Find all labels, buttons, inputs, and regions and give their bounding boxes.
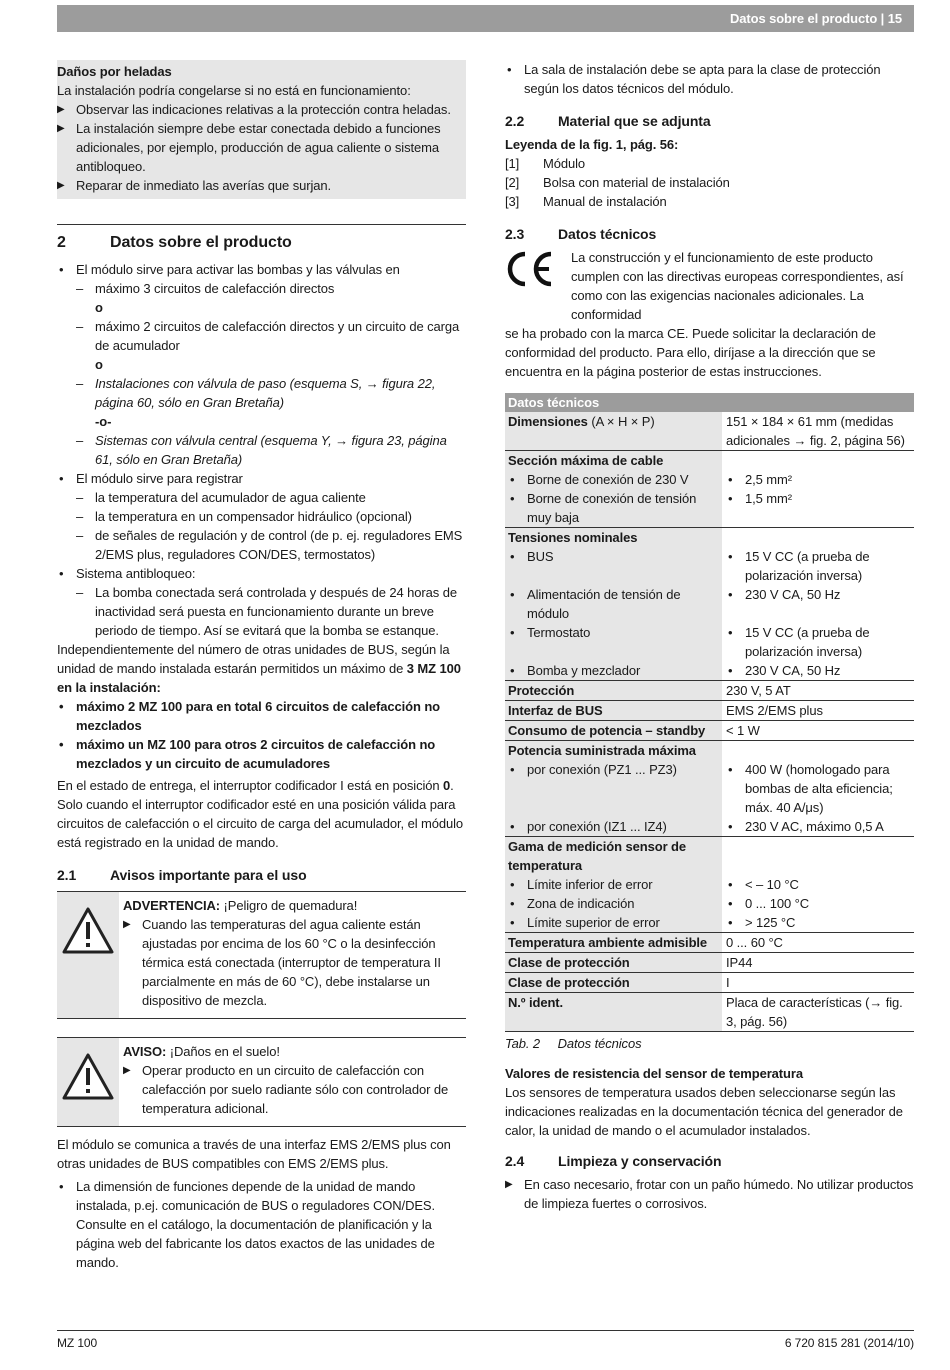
notice-label: AVISO: — [123, 1044, 167, 1059]
warning-triangle-icon — [57, 1038, 119, 1126]
list-item: • máximo 2 MZ 100 para en total 6 circuitos de calefacción no mezclados — [57, 697, 466, 735]
row-value: • 230 V CA, 50 Hz — [726, 661, 911, 680]
row-value: • 15 V CC (a prueba de polarización inversa) — [726, 547, 911, 585]
frost-title: Daños por heladas — [57, 64, 172, 79]
table-caption: Tab. 2 Datos técnicos — [505, 1036, 642, 1051]
notice-item: ▶ Operar producto en un circuito de calefacción con calefacción por suelo radiante sólo con controlador de temperatura adicional. — [123, 1061, 462, 1118]
row-label: • Límite superior de error — [508, 913, 719, 932]
table-row — [505, 701, 914, 721]
table-header: Datos técnicos — [505, 393, 914, 412]
row-value: IP44 — [722, 953, 914, 973]
table-row — [505, 470, 914, 489]
row-label: Sección máxima de cable — [505, 451, 722, 471]
ce-mark-icon — [505, 248, 571, 324]
table-row — [505, 913, 914, 933]
table-row — [505, 721, 914, 741]
page-footer — [57, 1330, 914, 1353]
row-label: • Zona de indicación — [508, 894, 719, 913]
table-row — [505, 760, 914, 817]
row-label: • Límite inferior de error — [508, 875, 719, 894]
row-label: Temperatura ambiente admisible — [505, 933, 722, 953]
paragraph-text: Independientemente del número de otras unidades de BUS, según la unidad de mando instalada estarán permitidos un máximo de — [57, 642, 450, 676]
row-label: Clase de protección — [505, 953, 722, 973]
row-value: • 230 V AC, máximo 0,5 A — [726, 817, 911, 836]
row-value: < 1 W — [722, 721, 914, 741]
list-item: – Instalaciones con válvula de paso (esquema S, → figura 22, página 60, sólo en Gran Bretaña) — [57, 374, 466, 412]
row-label: • Bomba y mezclador — [508, 661, 719, 680]
or-text: o — [95, 300, 103, 315]
legend-value: Bolsa con material de instalación — [543, 175, 730, 190]
paragraph-bold: 0 — [443, 778, 451, 793]
table-row — [505, 837, 914, 876]
or-text: -o- — [95, 414, 112, 429]
tech-data-table — [505, 393, 914, 1032]
warning-box — [57, 891, 466, 1019]
row-value: • 230 V CA, 50 Hz — [726, 585, 911, 604]
section-title: Datos sobre el producto — [110, 234, 292, 251]
table-row — [505, 875, 914, 894]
table-row — [505, 661, 914, 681]
list-item: – máximo 3 circuitos de calefacción directos — [57, 279, 466, 298]
section-title: Datos técnicos — [558, 226, 657, 242]
table-row — [505, 623, 914, 661]
legend-title: Leyenda de la fig. 1, pág. 56: — [505, 137, 679, 152]
list-item: • La sala de instalación debe se apta para la clase de protección según los datos técnicos del módulo. — [505, 60, 914, 98]
table-row — [505, 528, 914, 548]
table-row — [505, 489, 914, 528]
table-row — [505, 953, 914, 973]
section-2-2-heading — [505, 112, 914, 131]
legend-item — [505, 154, 914, 173]
warning-title: ¡Peligro de quemadura! — [220, 898, 358, 913]
list-item: – la temperatura en un compensador hidráulico (opcional) — [57, 507, 466, 526]
table-row — [505, 681, 914, 701]
list-item: • Sistema antibloqueo: — [57, 564, 466, 583]
section-2-3-heading — [505, 225, 914, 244]
list-item: – de señales de regulación y de control (de p. ej. reguladores EMS 2/EMS plus, reguladores CON/DES, termostatos) — [57, 526, 466, 564]
table-row — [505, 741, 914, 761]
warning-heading — [123, 896, 462, 915]
table-row — [505, 993, 914, 1032]
footer-left: MZ 100 — [57, 1336, 98, 1350]
table-row — [505, 894, 914, 913]
row-label: • por conexión (IZ1 ... IZ4) — [508, 817, 719, 836]
row-label: Gama de medición sensor de temperatura — [505, 837, 722, 876]
warning-item: ▶ Cuando las temperaturas del agua caliente están ajustadas por encima de los 60 °C o la desinfección térmica está conectada (interruptor de temperatura II parcialmente en más de 60 °C), debe instalarse un dispositivo de mezcla. — [123, 915, 462, 1010]
row-value: • 0 ... 100 °C — [726, 894, 911, 913]
row-value: • < – 10 °C — [726, 875, 911, 894]
section-2-4-heading — [505, 1152, 914, 1171]
row-label: Potencia suministrada máxima — [505, 741, 722, 761]
row-value: I — [722, 973, 914, 993]
table-row — [505, 817, 914, 837]
warning-label: ADVERTENCIA: — [123, 898, 221, 913]
table-row — [505, 973, 914, 993]
paragraph — [57, 776, 466, 852]
notice-box — [57, 1037, 466, 1127]
section-number: 2.3 — [505, 226, 525, 242]
row-value: • 15 V CC (a prueba de polarización inversa) — [726, 623, 911, 661]
section-number: 2.2 — [505, 113, 525, 129]
list-item: • El módulo sirve para registrar — [57, 469, 466, 488]
list-item: ▶ En caso necesario, frotar con un paño húmedo. No utilizar productos de limpieza fuertes o corrosivos. — [505, 1175, 914, 1213]
legend-value: Manual de instalación — [543, 194, 667, 209]
row-label: • Borne de conexión de tensión muy baja — [508, 489, 719, 527]
footer-right: 6 720 815 281 (2014/10) — [784, 1336, 914, 1350]
section-2-1-heading — [57, 866, 466, 885]
paragraph-bold: 3 MZ 100 en la instalación: — [57, 661, 461, 695]
ce-text: CE — [505, 250, 507, 251]
row-label-unit: (A × H × P) — [587, 414, 655, 429]
frost-item: ▶ Observar las indicaciones relativas a la protección contra heladas. — [57, 100, 466, 119]
frost-item: ▶ Reparar de inmediato las averías que surjan. — [57, 176, 466, 195]
sensor-title: Valores de resistencia del sensor de temperatura — [505, 1066, 803, 1081]
row-value: • > 125 °C — [726, 913, 911, 932]
frost-intro: La instalación podría congelarse si no está en funcionamiento: — [57, 83, 411, 98]
notice-title: ¡Daños en el suelo! — [166, 1044, 280, 1059]
legend-key: [1] — [505, 156, 520, 171]
row-label: • por conexión (PZ1 ... PZ3) — [508, 760, 719, 779]
legend-item — [505, 192, 914, 211]
table-row — [505, 547, 914, 585]
row-label: Tensiones nominales — [505, 528, 722, 548]
row-label: Consumo de potencia – standby — [505, 721, 722, 741]
row-label: Dimensiones — [508, 414, 588, 429]
row-value: • 400 W (homologado para bombas de alta eficiencia; máx. 40 A/μs) — [726, 760, 911, 817]
row-label: • Termostato — [508, 623, 719, 642]
section-number: 2.1 — [57, 867, 77, 883]
table-row — [505, 451, 914, 471]
table-row — [505, 412, 914, 451]
left-column — [57, 60, 466, 1272]
legend-value: Módulo — [543, 156, 586, 171]
list-item: – La bomba conectada será controlada y después de 24 horas de inactividad será puesta en funcionamiento durante un breve periodo de tiempo. Así se evitará que la bomba se estanque. — [57, 583, 466, 640]
row-label: Interfaz de BUS — [505, 701, 722, 721]
section-title: Avisos importante para el uso — [110, 867, 307, 883]
paragraph: La construcción y el funcionamiento de este producto cumplen con las directivas europeas correspondientes, así como con las exigencias nacionales adicionales. La conformidad — [571, 250, 904, 322]
page-header: Datos sobre el producto | 15 — [57, 5, 914, 32]
paragraph-text: . Solo cuando el interruptor codificador esté en una posición válida para circuitos de calefacción o el circuito de carga del acumulador, el módulo está registrado en la unidad de mando. — [57, 778, 464, 850]
section-title: Material que se adjunta — [558, 113, 711, 129]
list-item: – Sistemas con válvula central (esquema Y, → figura 23, página 61, sólo en Gran Bretaña) — [57, 431, 466, 469]
row-label: • Borne de conexión de 230 V — [508, 470, 719, 489]
list-item: – máximo 2 circuitos de calefacción directos y un circuito de carga de acumulador — [57, 317, 466, 355]
table-row — [505, 585, 914, 623]
list-item: • máximo un MZ 100 para otros 2 circuitos de calefacción no mezclados y un circuito de acumuladores — [57, 735, 466, 773]
row-value: 0 ... 60 °C — [722, 933, 914, 953]
paragraph — [57, 640, 466, 697]
warning-triangle-icon — [57, 892, 119, 1018]
section-number: 2.4 — [505, 1153, 525, 1169]
row-label: Clase de protección — [505, 973, 722, 993]
row-value: 151 × 184 × 61 mm (medidas adicionales → fig. 2, página 56) — [722, 412, 914, 451]
ce-block — [505, 248, 914, 324]
paragraph: se ha probado con la marca CE. Puede solicitar la declaración de conformidad del producto. Para ello, diríjase a la dirección que se encuentra en la página posterior de estas instrucciones. — [505, 326, 876, 379]
legend-key: [3] — [505, 194, 520, 209]
or-text: o — [95, 357, 103, 372]
row-value: • 1,5 mm² — [726, 489, 911, 508]
row-label: N.º ident. — [505, 993, 722, 1032]
row-label: • BUS — [508, 547, 719, 566]
notice-heading — [123, 1042, 462, 1061]
right-column — [505, 60, 914, 1213]
list-item: – la temperatura del acumulador de agua caliente — [57, 488, 466, 507]
row-value: EMS 2/EMS plus — [722, 701, 914, 721]
section-title: Limpieza y conservación — [558, 1153, 722, 1169]
list-item: • El módulo sirve para activar las bombas y las válvulas en — [57, 260, 466, 279]
legend-key: [2] — [505, 175, 520, 190]
table-row — [505, 933, 914, 953]
paragraph-text: En el estado de entrega, el interruptor codificador I está en posición — [57, 778, 444, 793]
section-number: 2 — [57, 234, 66, 251]
row-value: 230 V, 5 AT — [722, 681, 914, 701]
paragraph: Los sensores de temperatura usados deben seleccionarse según las indicaciones realizadas en la documentación técnica del generador de calor, la unidad de mando o el acumulador instalados. — [505, 1085, 903, 1138]
legend-item — [505, 173, 914, 192]
paragraph: El módulo se comunica a través de una interfaz EMS 2/EMS plus con otras unidades de BUS compatibles con EMS 2/EMS plus. — [57, 1137, 451, 1171]
list-item: • La dimensión de funciones depende de la unidad de mando instalada, p.ej. comunicación de BUS o reguladores CON/DES. Consulte en el catálogo, la documentación de planificación y la página web del fabricante los datos exactos de las unidades de mando. — [57, 1177, 466, 1272]
row-label: Protección — [505, 681, 722, 701]
section-2-heading — [57, 224, 466, 252]
frost-item: ▶ La instalación siempre debe estar conectada debido a funciones adicionales, por ejemplo, producción de agua caliente o sistema antibloqueo. — [57, 119, 466, 176]
frost-warning-box — [57, 60, 466, 199]
row-value: Placa de características (→ fig. 3, pág. 56) — [722, 993, 914, 1032]
row-label: • Alimentación de tensión de módulo — [508, 585, 719, 623]
row-value: • 2,5 mm² — [726, 470, 911, 489]
